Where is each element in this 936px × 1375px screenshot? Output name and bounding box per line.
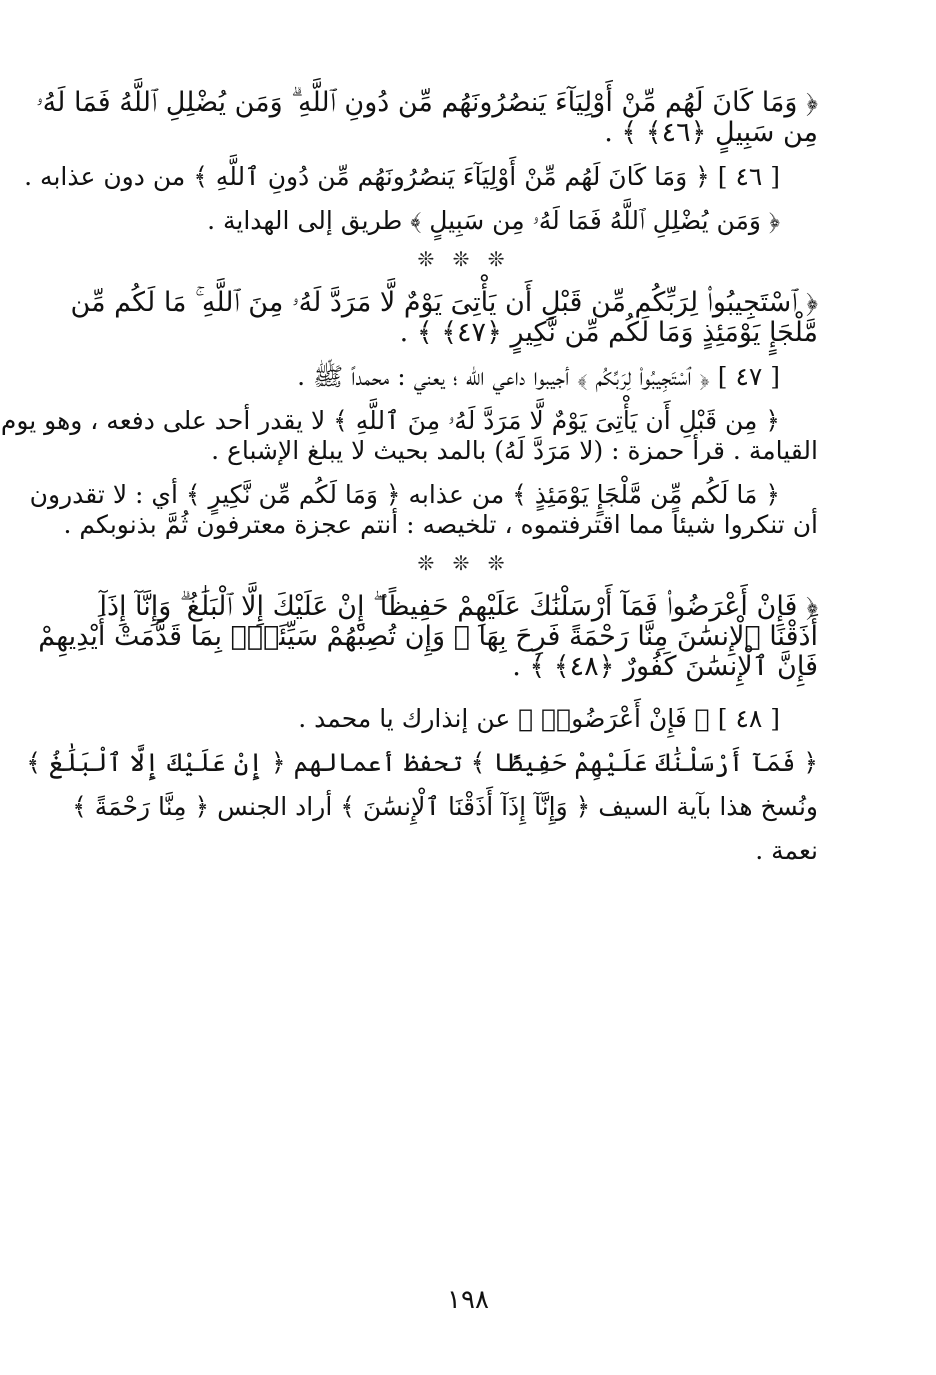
verse-47-line-2: مَّلْجَإٍ يَوْمَئِذٍ وَمَا لَكُم مِّن نَّكِيرٍ ﴿٤٧﴾ ﴾ . bbox=[399, 317, 818, 348]
commentary-47-line-4: ﴿ مَا لَكُم مِّن مَّلْجَإٍ يَوْمَئِذٍ ﴾ من عذابه ﴿ وَمَا لَكُم مِّن نَّكِيرٍ ﴾ أي : لا تقدرون bbox=[29, 480, 780, 509]
commentary-47-line-1: [ ٤٧ ] ﴿ ٱسْتَجِيبُوا۟ لِرَبِّكُم ﴾ أجيبوا داعي الله ؛ يعني : محمداً ﷺ . bbox=[297, 362, 780, 391]
section-separator: ❊ ❊ ❊ bbox=[417, 247, 511, 271]
commentary-47-line-3: القيامة . قرأ حمزة : (لا مَرَدَّ لَهُ) بالمد بحيث لا يبلغ الإشباع . bbox=[211, 436, 818, 465]
commentary-46-line-1: [ ٤٦ ] ﴿ وَمَا كَانَ لَهُم مِّنْ أَوْلِيَآءَ يَنصُرُونَهُم مِّن دُونِ ٱللَّهِ ﴾ من دون عذابه . bbox=[24, 162, 780, 191]
section-separator: ❊ ❊ ❊ bbox=[417, 551, 511, 575]
commentary-48-line-2: ﴿ فَمَآ أَرْسَلْنَٰكَ عَلَيْهِمْ حَفِيظًا ﴾ تحفظ أعمالهم ﴿ إِنْ عَلَيْكَ إِلَّا ٱلْبَلَٰغُ ﴾ bbox=[26, 748, 818, 777]
verse-48-line-2: أَذَقْنَا ٱلْإِنسَٰنَ مِنَّا رَحْمَةً فَرِحَ بِهَا ۖ وَإِن تُصِبْهُمْ سَيِّئَةٌۢ بِمَا قَدَّمَتْ أَيْدِيهِمْ bbox=[38, 621, 818, 652]
verse-48-line-3: فَإِنَّ ٱلْإِنسَٰنَ كَفُورٌ ﴿٤٨﴾ ﴾ . bbox=[512, 651, 818, 682]
commentary-46-line-2: ﴿ وَمَن يُضْلِلِ ٱللَّهُ فَمَا لَهُۥ مِن سَبِيلٍ ﴾ طريق إلى الهداية . bbox=[207, 206, 780, 235]
commentary-48-line-1: [ ٤٨ ] ﴿ فَإِنْ أَعْرَضُوا۟ ﴾ عن إنذارك يا محمد . bbox=[298, 704, 780, 733]
commentary-48-line-3: ونُسخ هذا بآية السيف ﴿ وَإِنَّآ إِذَآ أَذَقْنَا ٱلْإِنسَٰنَ ﴾ أراد الجنس ﴿ مِنَّا رَحْمَةً ﴾ bbox=[72, 792, 818, 821]
verse-48-line-1: ﴿ فَإِنْ أَعْرَضُوا۟ فَمَآ أَرْسَلْنَٰكَ عَلَيْهِمْ حَفِيظًا ۖ إِنْ عَلَيْكَ إِلَّا ٱلْبَلَٰغُ ۗ وَإِنَّآ إِذَآ bbox=[99, 591, 818, 622]
commentary-48-line-4: نعمة . bbox=[755, 836, 818, 865]
commentary-47-line-5: أن تنكروا شيئاً مما اقترفتموه ، تلخيصه : أنتم عجزة معترفون ثُمَّ بذنوبكم . bbox=[63, 510, 818, 539]
verse-47-line-1: ﴿ ٱسْتَجِيبُوا۟ لِرَبِّكُم مِّن قَبْلِ أَن يَأْتِىَ يَوْمٌ لَّا مَرَدَّ لَهُۥ مِنَ ٱللَّهِ ۚ مَا لَكُم مِّن bbox=[70, 287, 818, 318]
verse-46-line-1: ﴿ وَمَا كَانَ لَهُم مِّنْ أَوْلِيَآءَ يَنصُرُونَهُم مِّن دُونِ ٱللَّهِ ۗ وَمَن يُضْلِلِ ٱللَّهُ فَمَا لَهُۥ bbox=[35, 87, 818, 118]
page-number: ١٩٨ bbox=[447, 1285, 489, 1315]
verse-46-line-2: مِن سَبِيلٍ ﴿٤٦﴾ ﴾ . bbox=[604, 117, 818, 148]
commentary-47-line-2: ﴿ مِن قَبْلِ أَن يَأْتِىَ يَوْمٌ لَّا مَرَدَّ لَهُۥ مِنَ ٱللَّهِ ﴾ لا يقدر أحد على دفعه ، وهو يوم bbox=[0, 406, 780, 435]
